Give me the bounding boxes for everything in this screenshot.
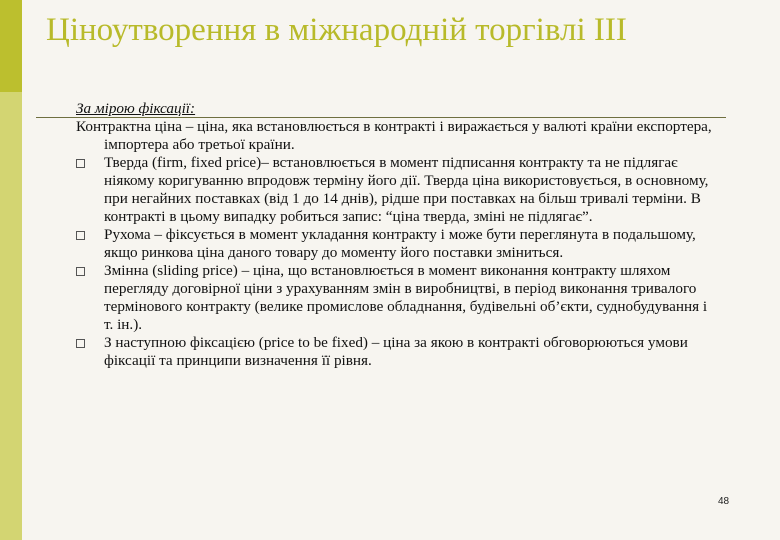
subheading: За мірою фіксації: [76, 100, 196, 117]
sidebar-bar-top [0, 0, 22, 92]
list-item-text: Тверда (firm, fixed price)– встановлюється в момент підписання контракту та не підлягає ніякому коригуванню впродовж терміну його дії. Тверда ціна використовується, в основному, при негайних поставках (від 1 до 14 днів), рідше при поставках на більш тривалі терміни. В контракті в цьому випадку робиться запис: “ціна тверда, зміні не підлягає”. [104, 154, 709, 225]
list-item [76, 154, 716, 226]
hollow-square-bullet-icon [76, 231, 85, 240]
intro-paragraph: Контрактна ціна – ціна, яка встановлюється в контракті і виражається у валюті країни експортера, імпортера або третьої країни. [76, 118, 712, 153]
list-item-text: Рухома – фіксується в момент укладання контракту і може бути переглянута в подальшому, якщо ринкова ціна даного товару до моменту його поставки зміниться. [104, 226, 696, 261]
slide-content [76, 100, 716, 370]
list-item [76, 262, 716, 334]
page-number: 48 [718, 496, 730, 507]
sidebar-bar-bottom [0, 92, 22, 540]
slide-title: Ціноутворення в міжнародній торгівлі III [46, 12, 627, 48]
list-item-text: З наступною фіксацією (price to be fixed) – ціна за якою в контракті обговорюються умови фіксації та принципи визначення її рівня. [104, 334, 688, 369]
hollow-square-bullet-icon [76, 267, 85, 276]
list-item-text: Змінна (sliding price) – ціна, що встановлюється в момент виконання контракту шляхом перегляду договірної ціни з урахуванням змін в виробництві, в період виконання тривалого термінового контракту (велике промислове обладнання, будівельні об’єкти, суднобудування і т. ін.). [104, 262, 708, 333]
bullet-list [76, 154, 716, 370]
list-item [76, 226, 716, 262]
list-item [76, 334, 716, 370]
hollow-square-bullet-icon [76, 159, 85, 168]
hollow-square-bullet-icon [76, 339, 85, 348]
